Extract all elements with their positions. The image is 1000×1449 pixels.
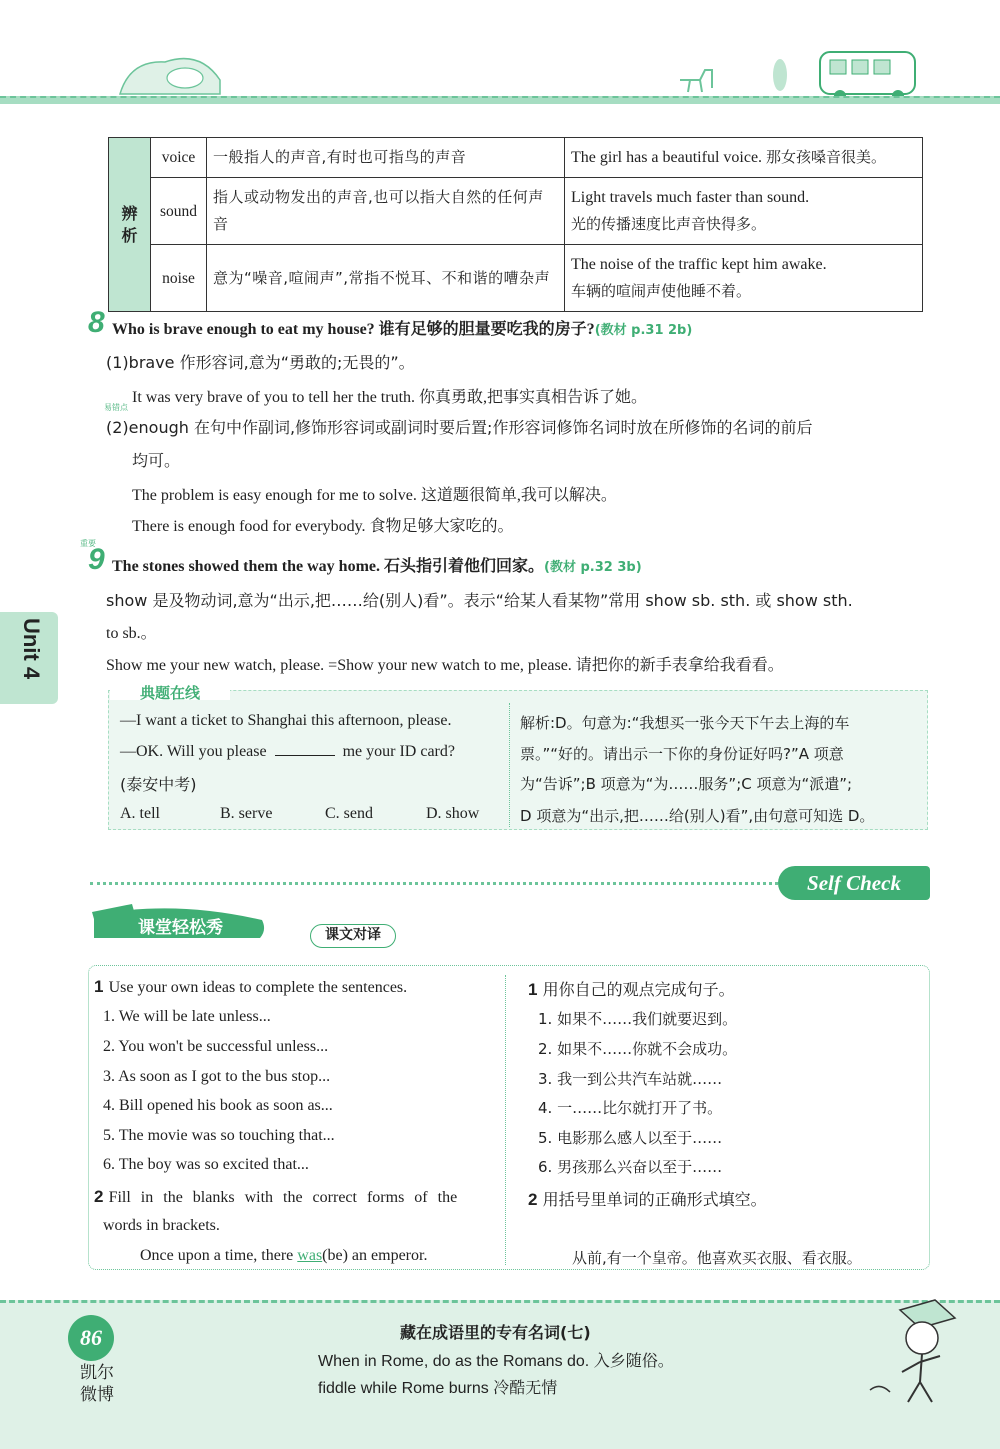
point-title (112, 553, 642, 576)
story-text: Once upon a time, there (140, 1247, 294, 1264)
self-check-divider (505, 975, 506, 1265)
table-desc: 一般指人的声音,有时也可指鸟的声音 (207, 138, 565, 178)
self-check-badge: Self Check (778, 866, 930, 900)
list-item: 4. 一……比尔就打开了书。 (538, 1099, 723, 1117)
exercise-divider (509, 703, 510, 827)
list-item: 5. The movie was so touching that... (103, 1127, 335, 1144)
table-example (565, 138, 923, 178)
table-desc: 指人或动物发出的声音,也可以指大自然的任何声音 (207, 178, 565, 245)
option: B. serve (220, 805, 273, 822)
exercise-source: (泰安中考) (120, 775, 197, 794)
explanation-cont: to sb.。 (106, 625, 157, 642)
answer-explanation: 票。”“好的。请出示一下你的身份证好吗?”A 项意 (520, 745, 844, 763)
header-decoration (0, 0, 1000, 130)
exercise-question-text: —OK. Will you please (120, 743, 267, 760)
tag-label: 重要 (80, 539, 96, 548)
example-cn: 光的传播速度比声音快得多。 (571, 215, 767, 233)
question-heading: 2 用括号里单词的正确形式填空。 (528, 1190, 767, 1209)
textbook-ref: (教材 p.31 2b) (594, 323, 693, 338)
cartoon-boy-icon (860, 1290, 970, 1410)
footer-line: When in Rome, do as the Romans do. 入乡随俗。 (318, 1353, 674, 1370)
table-word: voice (151, 138, 207, 178)
answer-explanation: 为“告诉”;B 项意为“为……服务”;C 项意为“派遣”; (520, 775, 853, 793)
question-text: 用括号里单词的正确形式填空。 (542, 1190, 767, 1209)
table-word: noise (151, 245, 207, 312)
list-item: 2. 如果不……你就不会成功。 (538, 1040, 738, 1058)
list-item: 6. The boy was so excited that... (103, 1156, 309, 1173)
answer-blank[interactable] (275, 755, 335, 756)
table-example (565, 245, 923, 312)
question-text-cont: words in brackets. (103, 1217, 220, 1234)
question-heading: 1 Use your own ideas to complete the sentences. (94, 977, 408, 996)
example-sentence: The problem is easy enough for me to solve. 这道题很简单,我可以解决。 (132, 487, 617, 504)
sub-point: (1)brave 作形容词,意为“勇敢的;无畏的”。 (106, 353, 415, 372)
option: A. tell (120, 805, 160, 822)
list-item: 3. As soon as I got to the bus stop... (103, 1068, 331, 1085)
kewen-label: 课文对译 (310, 924, 396, 948)
option: D. show (426, 805, 480, 822)
comparison-table (108, 137, 923, 312)
page-number: 86 (68, 1315, 114, 1361)
question-text: 用你自己的观点完成句子。 (542, 980, 735, 999)
answer-explanation: D 项意为“出示,把……给(别人)看”,由句意可知选 D。 (520, 807, 875, 825)
option: C. send (325, 805, 373, 822)
exercise-question-text: me your ID card? (342, 743, 455, 760)
table-example (565, 178, 923, 245)
answer-explanation: 解析:D。句意为:“我想买一张今天下午去上海的车 (520, 714, 850, 732)
example-sentence: It was very brave of you to tell her the truth. 你真勇敢,把事实真相告诉了她。 (132, 389, 648, 406)
point-number: 8 (88, 306, 105, 339)
example-en: The noise of the traffic kept him awake. (571, 256, 827, 273)
ketang-label: 课堂轻松秀 (138, 918, 223, 938)
table-row (109, 178, 923, 245)
table-side-label: 辨析 (109, 138, 151, 312)
question-text: Use your own ideas to complete the sentences. (108, 979, 408, 996)
exercise-question (120, 743, 455, 761)
explanation: show 是及物动词,意为“出示,把……给(别人)看”。表示“给某人看某物”常用 show sb. sth. 或 show sth. (106, 591, 853, 610)
question-heading: 1 用你自己的观点完成句子。 (528, 980, 735, 999)
question-heading: 2 Fill in the blanks with the correct forms of the (94, 1187, 458, 1206)
list-item: 1. 如果不……我们就要迟到。 (538, 1010, 738, 1028)
exercise-title: 典题在线 (110, 682, 230, 700)
list-item: 1. We will be late unless... (103, 1008, 271, 1025)
list-item: 4. Bill opened his book as soon as... (103, 1097, 333, 1114)
story-text: (be) an emperor. (322, 1247, 428, 1264)
filled-answer: was (297, 1247, 323, 1264)
story-sentence: 从前,有一个皇帝。他喜欢买衣服、看衣服。 (572, 1249, 862, 1267)
example-cn: 那女孩嗓音很美。 (766, 148, 887, 166)
example-cn: 车辆的喧闹声使他睡不着。 (571, 282, 752, 300)
table-word: sound (151, 178, 207, 245)
point-title-text: The stones showed them the way home. 石头指引着他们回家。 (112, 558, 545, 575)
table-row (109, 245, 923, 312)
list-item: 5. 电影那么感人以至于…… (538, 1129, 723, 1147)
story-sentence (140, 1247, 427, 1265)
list-item: 6. 男孩那么兴奋以至于…… (538, 1158, 723, 1176)
point-title (112, 316, 692, 339)
footer-border (0, 1300, 1000, 1303)
table-desc: 意为“噪音,喧闹声”,常指不悦耳、不和谐的嘈杂声 (207, 245, 565, 312)
footer-brand: 凯尔微博 (80, 1363, 114, 1405)
list-item: 2. You won't be successful unless... (103, 1038, 329, 1055)
footer-title: 藏在成语里的专有名词(七) (400, 1323, 591, 1342)
footer-line: fiddle while Rome burns 冷酷无情 (318, 1380, 558, 1397)
unit-side-tab-label: Unit 4 (19, 618, 44, 680)
exercise-question: —I want a ticket to Shanghai this afternoon, please. (120, 712, 452, 729)
textbook-ref: (教材 p.32 3b) (544, 560, 642, 575)
example-sentence: Show me your new watch, please. =Show your new watch to me, please. 请把你的新手表拿给我看看。 (106, 657, 784, 674)
point-title-text: Who is brave enough to eat my house? 谁有足够的胆量要吃我的房子? (112, 321, 595, 338)
point-number: 9 (88, 543, 105, 576)
example-en: Light travels much faster than sound. (571, 189, 810, 206)
header-illustration (0, 0, 1000, 130)
list-item: 3. 我一到公共汽车站就…… (538, 1070, 723, 1088)
question-text: Fill in the blanks with the correct forms of the (108, 1189, 458, 1206)
self-check-dotted-line (90, 882, 790, 885)
example-sentence: There is enough food for everybody. 食物足够大家吃的。 (132, 518, 514, 535)
sub-point-cont: 均可。 (132, 451, 181, 470)
example-en: The girl has a beautiful voice. (571, 149, 763, 166)
header-stripe (0, 96, 1000, 104)
tag-label: 易错点 (104, 403, 128, 412)
table-row (109, 138, 923, 178)
sub-point: (2)enough 在句中作副词,修饰形容词或副词时要后置;作形容词修饰名词时放在所修饰的名词的前后 (106, 418, 813, 437)
